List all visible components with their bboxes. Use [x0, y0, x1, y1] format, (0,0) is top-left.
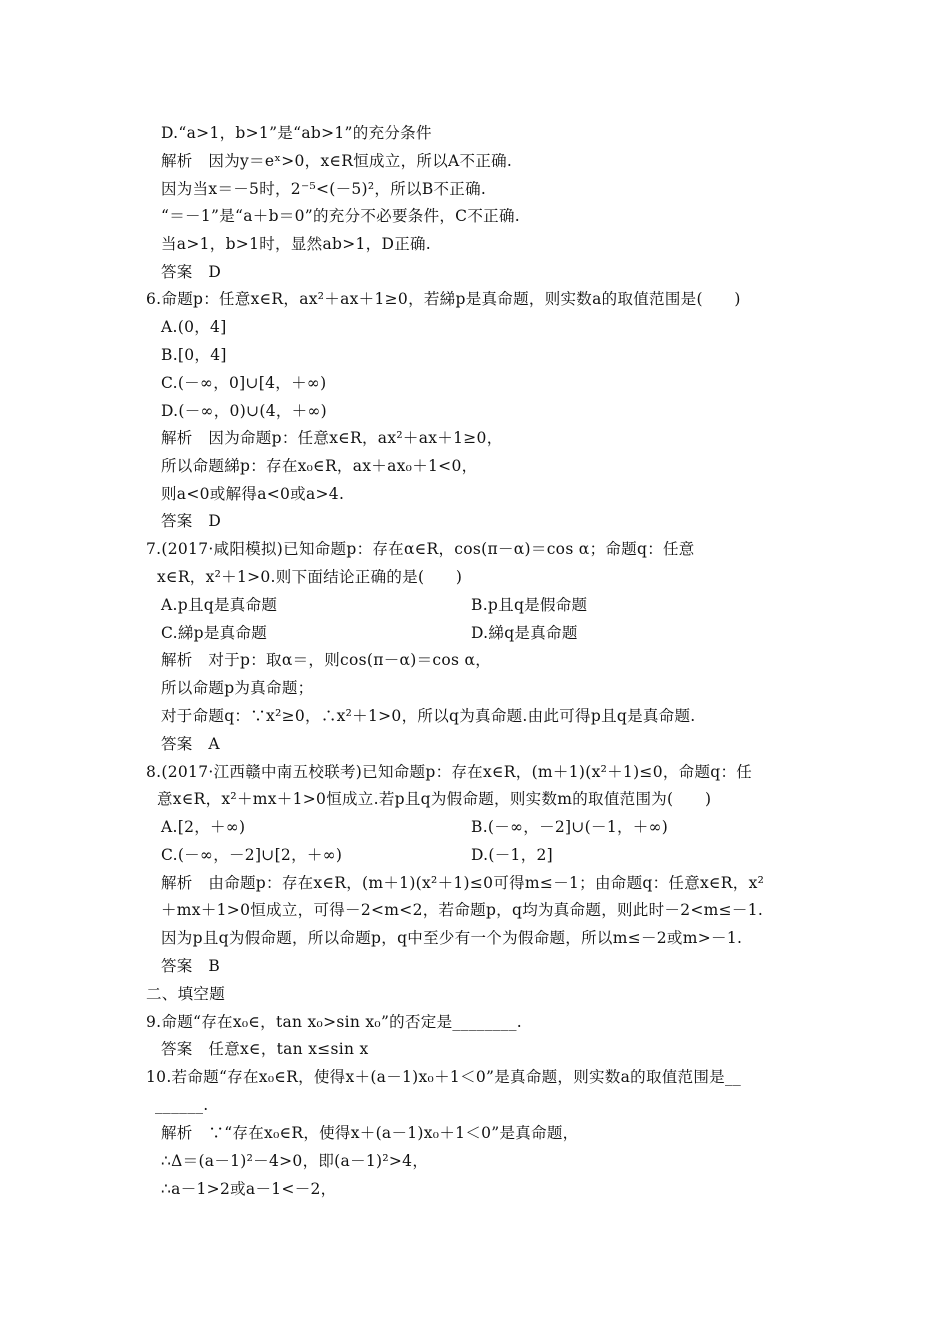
question-8: 8.(2017·江西赣中南五校联考)已知命题p：存在x∈R，(m＋1)(x²＋1)≤0，命题q：任: [146, 763, 753, 781]
option-d: D.“a>1，b>1”是“ab>1”的充分条件: [161, 124, 432, 142]
explanation-line: 解析 由命题p：存在x∈R，(m＋1)(x²＋1)≤0可得m≤－1；由命题q：任意x∈R，x²: [161, 874, 765, 892]
answer-line: 答案 任意x∈，tan x≤sin x: [161, 1040, 369, 1058]
explanation-line: 当a>1，b>1时，显然ab>1，D正确.: [161, 235, 432, 253]
option-c: C.(－∞，－2]∪[2，＋∞): [161, 846, 343, 864]
explanation-line: 因为当x＝－5时，2⁻⁵<(－5)²，所以B不正确.: [161, 180, 487, 198]
question-10-cont: ______.: [155, 1096, 209, 1114]
option-a: A.(0，4]: [161, 318, 227, 336]
explanation-line: 解析 对于p：取α＝，则cos(π－α)＝cos α，: [161, 651, 492, 669]
explanation-line: 对于命题q：∵x²≥0，∴x²＋1>0，所以q为真命题.由此可得p且q是真命题.: [161, 707, 696, 725]
explanation-line: 所以命题p为真命题；: [161, 679, 314, 697]
question-9: 9.命题“存在x₀∈，tan x₀>sin x₀”的否定是________.: [146, 1013, 522, 1031]
section-heading: 二、填空题: [146, 985, 226, 1003]
explanation-line: 因为p且q为假命题，所以命题p，q中至少有一个为假命题，所以m≤－2或m>－1.: [161, 929, 743, 947]
question-6: 6.命题p：任意x∈R，ax²＋ax＋1≥0，若綈p是真命题，则实数a的取值范围是( ): [146, 290, 741, 308]
option-d: D.(－∞，0)∪(4，＋∞): [161, 402, 328, 420]
option-b: B.(－∞，－2]∪(－1，＋∞): [471, 818, 669, 836]
question-7-cont: x∈R，x²＋1>0.则下面结论正确的是( ): [157, 568, 463, 586]
option-a: A.[2，＋∞): [161, 818, 246, 836]
question-8-cont: 意x∈R，x²＋mx＋1>0恒成立.若p且q为假命题，则实数m的取值范围为( ): [157, 790, 712, 808]
option-b: B.p且q是假命题: [471, 596, 588, 614]
option-d: D.(－1，2]: [471, 846, 554, 864]
explanation-line: 解析 ∵“存在x₀∈R，使得x＋(a－1)x₀＋1＜0”是真命题，: [161, 1124, 579, 1142]
option-a: A.p且q是真命题: [161, 596, 278, 614]
answer-line: 答案 D: [161, 512, 222, 530]
option-c: C.綈p是真命题: [161, 624, 268, 642]
explanation-line: 所以命题綈p：存在x₀∈R，ax＋ax₀＋1<0，: [161, 457, 478, 475]
option-d: D.綈q是真命题: [471, 624, 578, 642]
option-c: C.(－∞，0]∪[4，＋∞): [161, 374, 327, 392]
explanation-line: “＝－1”是“a＋b＝0”的充分不必要条件，C不正确.: [161, 207, 520, 225]
answer-line: 答案 D: [161, 263, 222, 281]
explanation-line: ∴Δ＝(a－1)²－4>0，即(a－1)²>4，: [161, 1152, 429, 1170]
explanation-line: ＋mx＋1>0恒成立，可得－2<m<2，若命题p，q均为真命题，则此时－2<m≤－1.: [161, 901, 764, 919]
answer-line: 答案 A: [161, 735, 220, 753]
answer-line: 答案 B: [161, 957, 221, 975]
question-7: 7.(2017·咸阳模拟)已知命题p：存在α∈R，cos(π－α)＝cos α；命题q：任意: [146, 540, 695, 558]
option-b: B.[0，4]: [161, 346, 227, 364]
explanation-line: 则a<0或解得a<0或a>4.: [161, 485, 345, 503]
question-10: 10.若命题“存在x₀∈R，使得x＋(a－1)x₀＋1＜0”是真命题，则实数a的取值范围是__: [146, 1068, 742, 1086]
explanation-line: 解析 因为命题p：任意x∈R，ax²＋ax＋1≥0，: [161, 429, 503, 447]
explanation-line: 解析 因为y＝eˣ>0，x∈R恒成立，所以A不正确.: [161, 152, 513, 170]
explanation-line: ∴a－1>2或a－1<－2，: [161, 1180, 337, 1198]
